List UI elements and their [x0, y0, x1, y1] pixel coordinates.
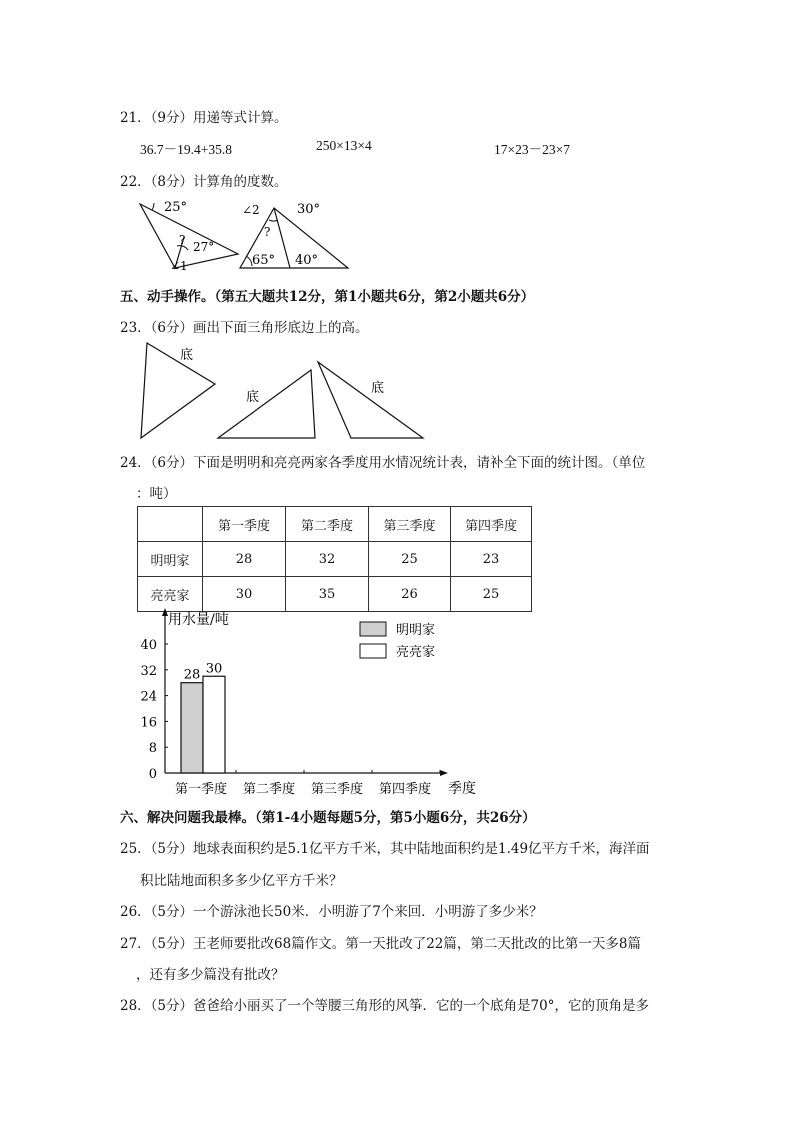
table-row: [138, 577, 532, 612]
bar: [181, 683, 203, 773]
q27-line-1: 27．（5分）王老师要批改68篇作文。第一天批改了22篇，第二天批改的比第一天多8篇: [120, 936, 641, 952]
table-header-cell: 第四季度: [451, 507, 532, 542]
x-axis-label: 季度: [448, 781, 476, 797]
table-cell: 亮亮家: [138, 577, 203, 612]
table-cell: 23: [451, 542, 532, 577]
table-cell: 25: [451, 577, 532, 612]
table-cell: 35: [286, 577, 369, 612]
bar-value-label: 30: [205, 661, 223, 677]
q25-line-2: 积比陆地面积多多少亿平方千米？: [140, 873, 343, 889]
y-tick-label: 0: [148, 767, 157, 782]
q22-fig1-angle-a: 25°: [164, 200, 188, 215]
q24-stem-line-2: ：吨）: [136, 486, 177, 502]
water-usage-table: [137, 506, 532, 612]
table-cell: 28: [203, 542, 286, 577]
x-tick-label: 第二季度: [242, 782, 296, 797]
table-row: [138, 542, 532, 577]
q23-triangles: [135, 340, 435, 442]
legend-label: 明明家: [396, 623, 436, 638]
table-header-cell: [138, 507, 203, 542]
table-cell: 32: [286, 542, 369, 577]
q23-triangle-3: [318, 362, 423, 438]
x-tick-label: 第四季度: [378, 782, 432, 797]
q23-base-label-3: 底: [371, 381, 385, 396]
q21-expr-3: 17×23－23×7: [494, 142, 570, 157]
table-header-cell: 第三季度: [369, 507, 451, 542]
q22-fig2-angle-d: 40°: [295, 253, 319, 268]
y-tick-label: 32: [140, 663, 157, 679]
legend-swatch: [360, 644, 386, 658]
x-tick-label: 第一季度: [174, 782, 228, 797]
q24-stem-line-1: 24．（6分）下面是明明和亮亮两家各季度用水情况统计表，请补全下面的统计图。（单位: [120, 455, 646, 471]
y-tick-label: 8: [148, 741, 157, 757]
q21-expr-2: 250×13×4: [316, 138, 372, 153]
table-cell: 明明家: [138, 542, 203, 577]
q22-fig2-angle-q: ?: [264, 225, 271, 239]
table-header-cell: 第二季度: [286, 507, 369, 542]
section-5-heading: 五、动手操作。（第五大题共12分，第1小题共6分，第2小题共6分）: [120, 289, 535, 305]
q28-text: 28．（5分）爸爸给小丽买了一个等腰三角形的风筝．它的一个底角是70°，它的顶角是多: [120, 998, 649, 1014]
y-tick-label: 16: [140, 715, 157, 731]
q22-fig1-angle-q: ?: [179, 233, 186, 247]
q22-fig1-angle-c: ∠1: [170, 259, 188, 273]
table-cell: 25: [369, 542, 451, 577]
legend-swatch: [360, 622, 386, 636]
legend-label: 亮亮家: [396, 645, 436, 660]
q22-fig2-angle-c: 65°: [252, 253, 276, 268]
q23-triangle-2: [218, 370, 315, 438]
q22-stem: 22．（8分）计算角的度数。: [120, 174, 288, 190]
y-axis-label: 用水量/吨: [168, 612, 229, 628]
q27-line-2: ，还有多少篇没有批改？: [136, 967, 285, 983]
y-tick-label: 40: [140, 638, 157, 653]
bar: [203, 676, 225, 773]
q22-figure-1: [140, 200, 238, 273]
q21-expr-1: 36.7－19.4+35.8: [140, 142, 232, 157]
x-axis-arrow: [440, 770, 448, 776]
q23-base-label-1: 底: [180, 348, 194, 363]
q25-line-1: 25．（5分）地球表面积约是5.1亿平方千米，其中陆地面积约是1.49亿平方千米，海洋面: [120, 841, 650, 857]
section-6-heading: 六、解决问题我最棒。（第1-4小题每题5分，第5小题6分，共26分）: [120, 810, 536, 826]
q22-fig1-angle-b: 27°: [193, 240, 215, 254]
q22-fig2-angle-b: 30°: [297, 202, 321, 217]
q22-figure-2: [240, 202, 348, 268]
x-tick-label: 第三季度: [310, 782, 364, 797]
q23-triangle-1: [141, 343, 215, 438]
q23-base-label-2: 底: [246, 390, 260, 405]
q21-stem: 21．（9分）用递等式计算。: [120, 110, 288, 126]
y-tick-label: 24: [140, 689, 157, 705]
q22-fig2-angle-a: ∠2: [242, 203, 260, 217]
bar-value-label: 28: [183, 667, 201, 683]
q22-figures: [130, 194, 370, 276]
water-usage-bar-chart: [130, 608, 490, 802]
q26-text: 26．（5分）一个游泳池长50米．小明游了7个来回．小明游了多少米？: [120, 904, 543, 920]
table-header-cell: 第一季度: [203, 507, 286, 542]
q23-stem: 23．（6分）画出下面三角形底边上的高。: [120, 320, 369, 336]
table-cell: 26: [369, 577, 451, 612]
table-header-row: [138, 507, 532, 542]
table-cell: 30: [203, 577, 286, 612]
